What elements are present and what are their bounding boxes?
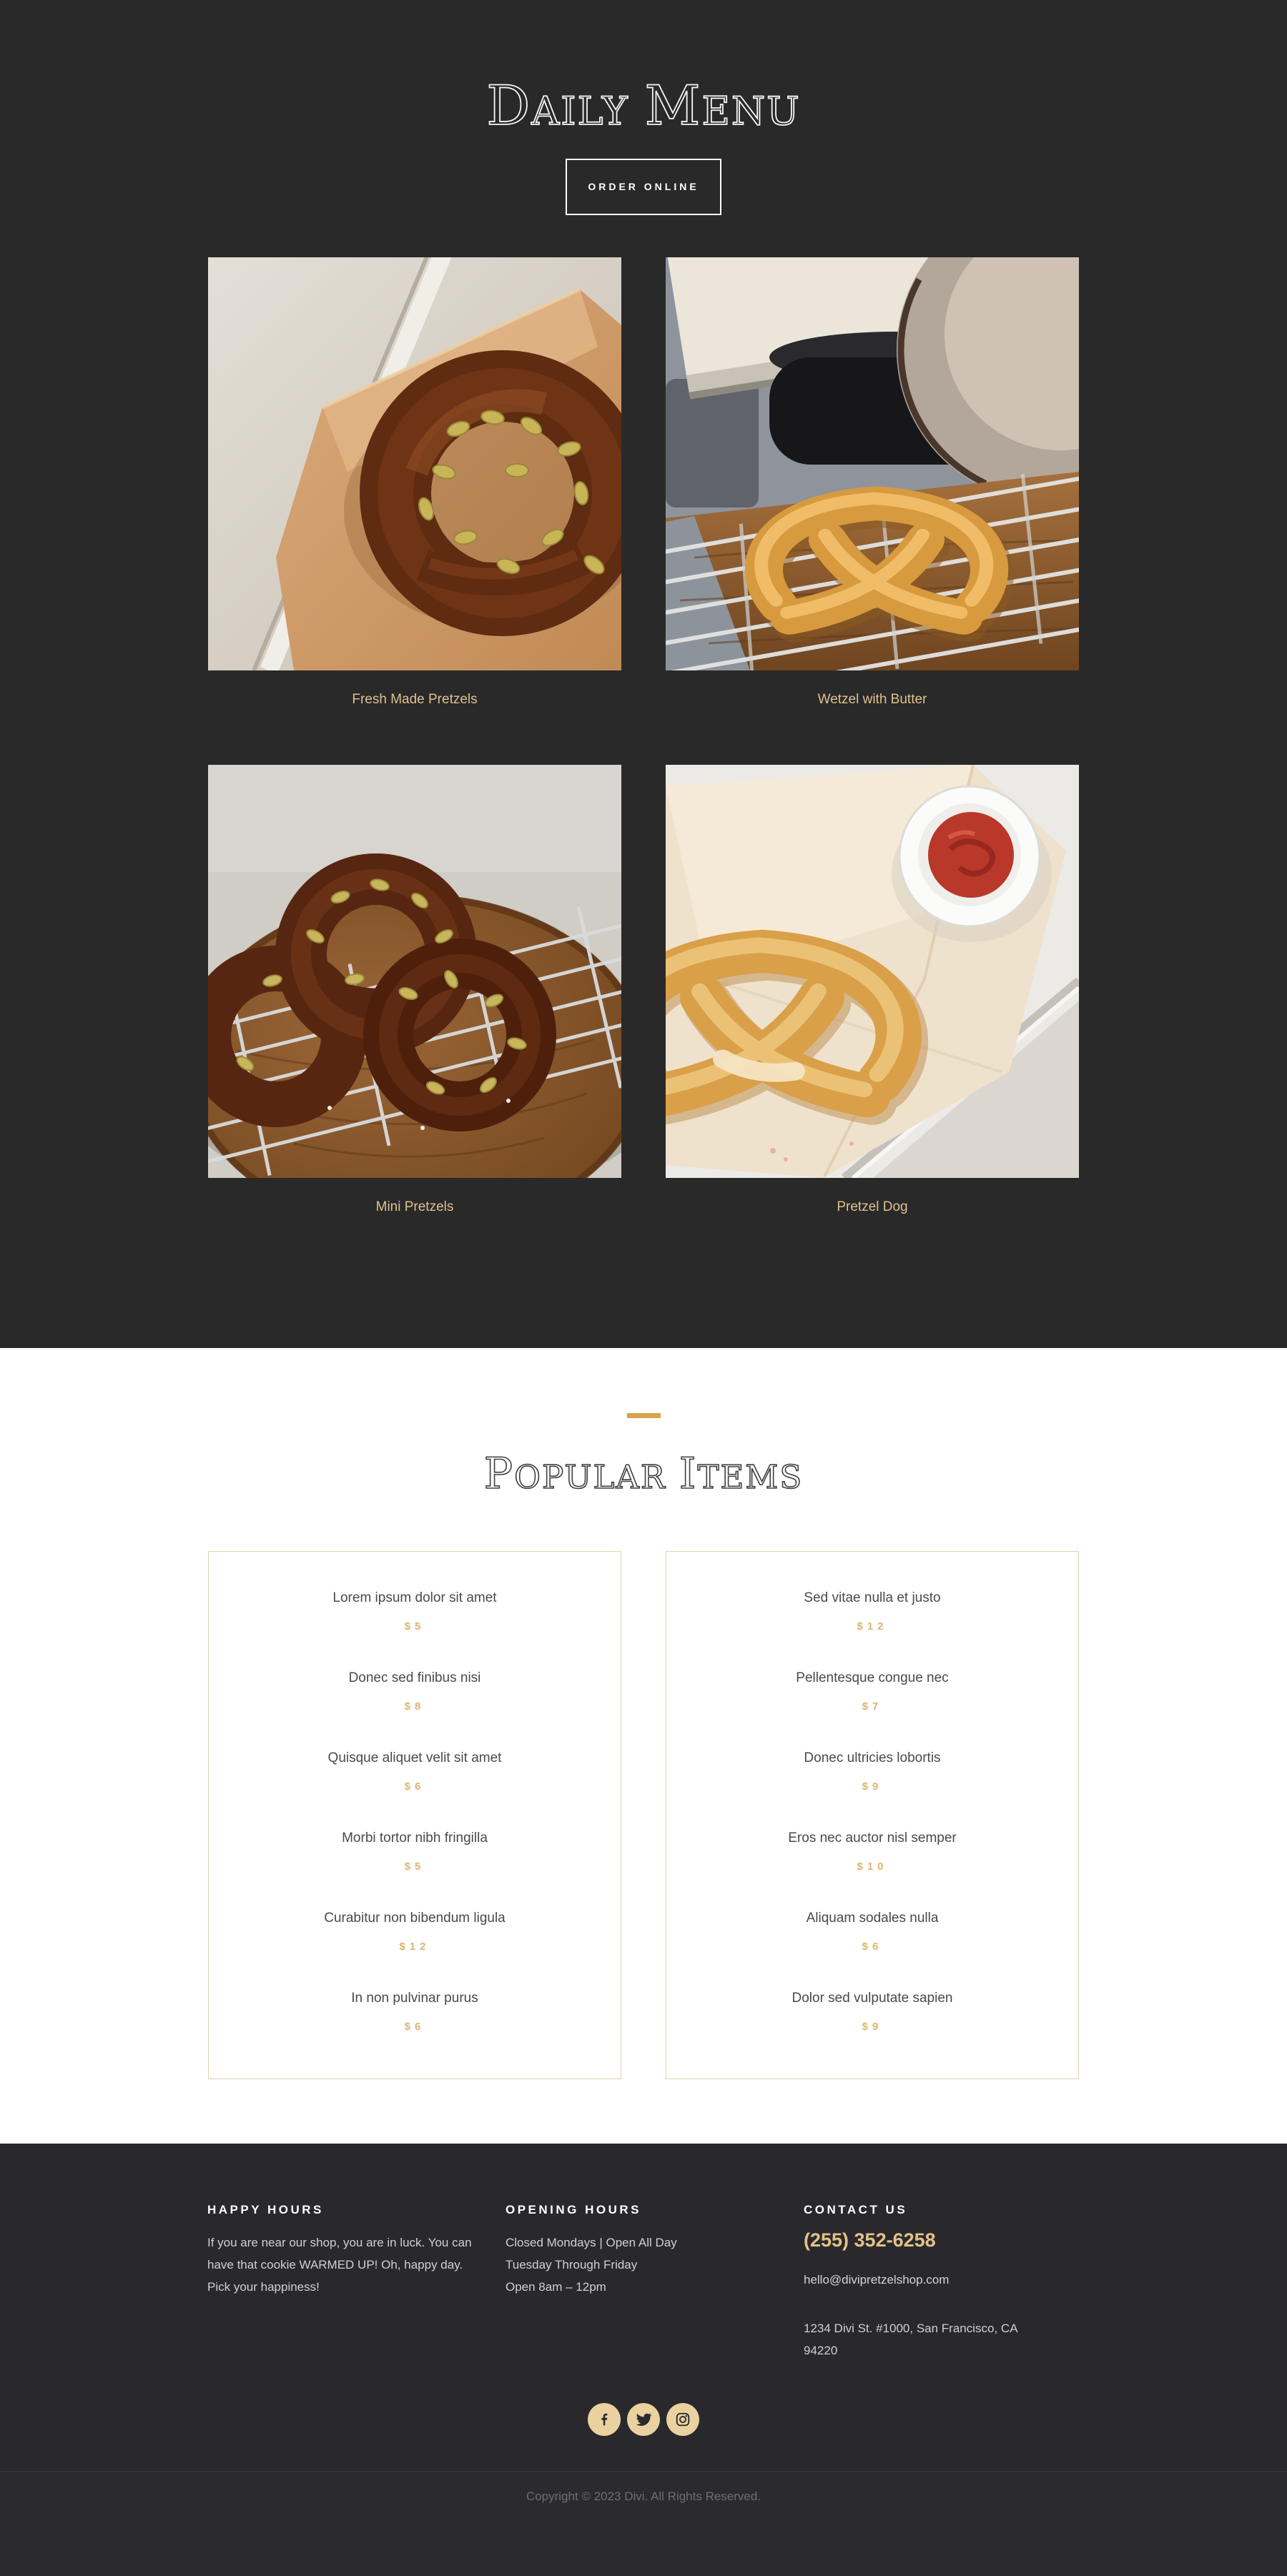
happy-hours-heading: HAPPY HOURS — [207, 2203, 324, 2216]
instagram-icon — [675, 2412, 691, 2427]
facebook-icon — [596, 2412, 612, 2427]
opening-hours-line: Open 8am – 12pm — [506, 2280, 606, 2294]
footer-columns — [207, 2202, 1080, 2362]
menu-item-name: Sed vitae nulla et justo — [804, 1590, 941, 1605]
menu-item-name: Pellentesque congue nec — [796, 1670, 949, 1685]
menu-item-price: $8 — [404, 1700, 425, 1713]
menu-item — [681, 1589, 1064, 1635]
menu-cards — [208, 1551, 1079, 2079]
menu-item — [223, 1749, 606, 1795]
menu-item-name: Morbi tortor nibh fringilla — [342, 1831, 488, 1846]
pretzel-gallery — [208, 257, 1079, 1272]
footer-column-happy-hours — [207, 2202, 483, 2362]
menu-item-name: Donec sed finibus nisi — [348, 1670, 481, 1685]
menu-item — [681, 1909, 1064, 1956]
happy-hours-text: If you are near our shop, you are in luck. You can have that cookie WARMED UP! Oh, happy day. Pick your happiness! — [207, 2236, 472, 2294]
menu-item-price: $5 — [404, 1861, 425, 1873]
menu-item-name: Eros nec auctor nisl semper — [788, 1831, 957, 1846]
facebook-link[interactable] — [588, 2403, 621, 2436]
fresh-made-pretzels-photo — [208, 257, 621, 670]
menu-item-name: In non pulvinar purus — [351, 1991, 478, 2006]
menu-item-price: $9 — [862, 1780, 883, 1793]
menu-item-price: $6 — [404, 1780, 425, 1793]
bottom-bar — [0, 2471, 1287, 2576]
address-line: 94220 — [804, 2344, 838, 2357]
contact-us-heading: CONTACT US — [804, 2203, 908, 2216]
address-line: 1234 Divi St. #1000, San Francisco, CA — [804, 2322, 1018, 2335]
gold-divider — [627, 1413, 661, 1418]
menu-item-price: $5 — [404, 1620, 425, 1633]
footer — [0, 2144, 1287, 2471]
menu-item — [223, 1909, 606, 1956]
wetzel-with-butter-photo — [666, 257, 1079, 670]
menu-item-name: Aliquam sodales nulla — [806, 1911, 939, 1926]
menu-item — [681, 1829, 1064, 1876]
menu-item — [681, 1749, 1064, 1795]
menu-item-name: Dolor sed vulputate sapien — [792, 1991, 953, 2006]
menu-card-right — [666, 1551, 1079, 2079]
opening-hours-text — [506, 2231, 781, 2298]
menu-card-left — [208, 1551, 621, 2079]
menu-item-price: $10 — [857, 1861, 888, 1873]
menu-item — [223, 1829, 606, 1876]
twitter-link[interactable] — [627, 2403, 660, 2436]
instagram-link[interactable] — [666, 2403, 699, 2436]
gallery-item-mini-pretzels — [208, 765, 621, 1217]
phone-number[interactable]: (255) 352-6258 — [804, 2229, 936, 2251]
menu-item-name: Donec ultricies lobortis — [804, 1750, 941, 1765]
menu-item-price: $7 — [862, 1700, 883, 1713]
menu-item — [681, 1669, 1064, 1715]
menu-item — [681, 1989, 1064, 2036]
gallery-item-fresh-made-pretzels — [208, 257, 621, 710]
menu-item — [223, 1989, 606, 2036]
pretzel-dog-photo — [666, 765, 1079, 1178]
street-address — [804, 2317, 1080, 2362]
popular-items-title — [322, 1444, 965, 1502]
menu-item-name: Curabitur non bibendum ligula — [324, 1911, 506, 1926]
menu-item-price: $9 — [862, 2021, 883, 2033]
menu-item-price: $6 — [404, 2021, 425, 2033]
menu-item — [223, 1669, 606, 1715]
footer-column-contact-us — [804, 2202, 1080, 2362]
menu-item-price: $6 — [862, 1941, 883, 1953]
photo-caption: Fresh Made Pretzels — [352, 692, 478, 707]
opening-hours-line: Closed Mondays | Open All Day — [506, 2236, 677, 2249]
opening-hours-line: Tuesday Through Friday — [506, 2258, 638, 2272]
menu-item-price: $12 — [857, 1620, 888, 1633]
popular-items-section — [0, 1348, 1287, 2144]
photo-caption: Pretzel Dog — [837, 1199, 908, 1214]
gallery-item-wetzel-with-butter — [666, 257, 1079, 710]
gallery-item-pretzel-dog — [666, 765, 1079, 1217]
svg-text:DAILYMENU: DAILY MENU — [486, 74, 801, 137]
mini-pretzels-photo — [208, 765, 621, 1178]
footer-column-opening-hours — [506, 2202, 781, 2362]
social-links — [0, 2403, 1287, 2436]
page-title — [322, 69, 965, 140]
photo-caption: Mini Pretzels — [375, 1199, 454, 1214]
menu-item-name: Quisque aliquet velit sit amet — [327, 1750, 502, 1765]
svg-text:POPULARITEMS: POPULAR ITEMS — [483, 1449, 804, 1499]
menu-item-price: $12 — [399, 1941, 430, 1953]
menu-item — [223, 1589, 606, 1635]
twitter-icon — [636, 2412, 651, 2427]
email-address[interactable]: hello@divipretzelshop.com — [804, 2273, 950, 2287]
photo-caption: Wetzel with Butter — [817, 692, 927, 707]
copyright-text: Copyright © 2023 Divi. All Rights Reserved. — [526, 2490, 761, 2503]
menu-item-name: Lorem ipsum dolor sit amet — [332, 1590, 497, 1605]
order-online-button[interactable]: ORDER ONLINE — [566, 159, 721, 215]
opening-hours-heading: OPENING HOURS — [506, 2203, 642, 2216]
